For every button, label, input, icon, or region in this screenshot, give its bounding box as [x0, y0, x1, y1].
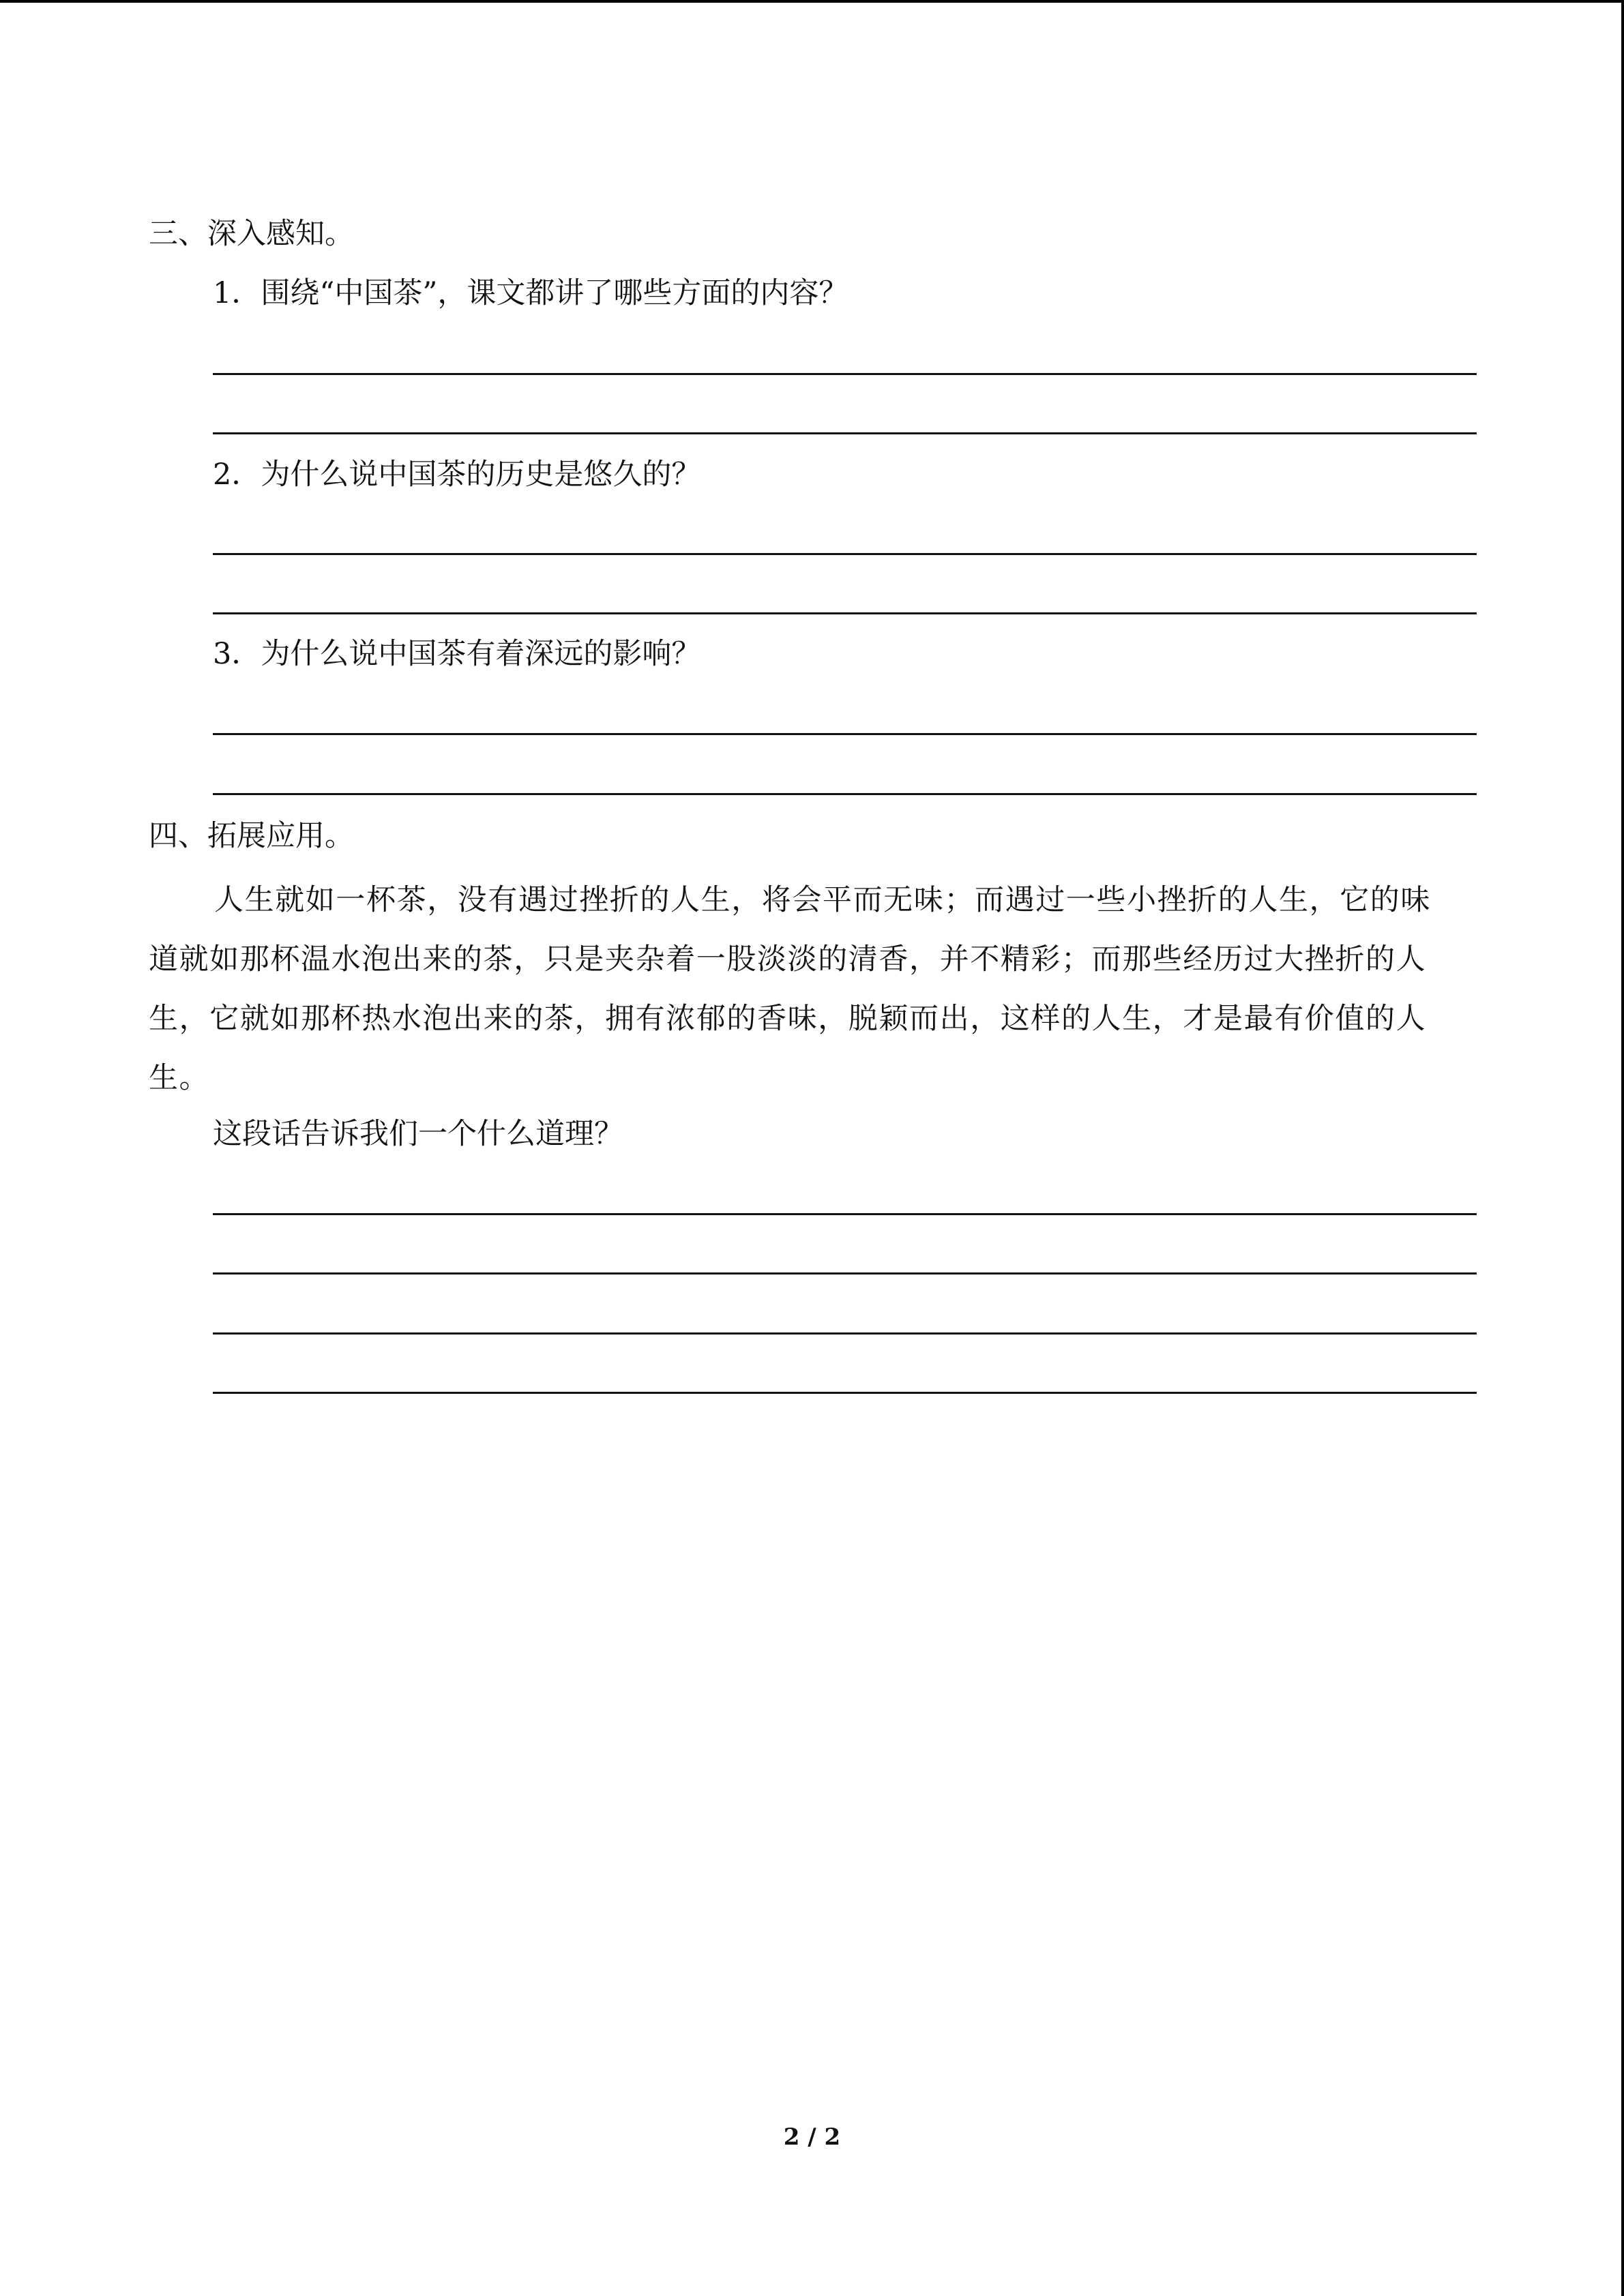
- answer-line: [213, 432, 1477, 434]
- section-4-heading: 四、拓展应用。: [149, 819, 354, 853]
- section-3-heading: 三、深入感知。: [149, 217, 354, 251]
- passage-question: 这段话告诉我们一个什么道理？: [213, 1117, 623, 1151]
- question-3: 3．为什么说中国茶有着深远的影响？: [213, 637, 701, 671]
- page-top-border: [0, 0, 1624, 3]
- answer-line: [213, 793, 1477, 795]
- answer-line: [213, 612, 1477, 614]
- answer-line: [213, 1272, 1477, 1274]
- answer-line: [213, 1332, 1477, 1335]
- answer-line: [213, 1213, 1477, 1215]
- question-1: 1．围绕“中国茶”，课文都讲了哪些方面的内容？: [213, 276, 848, 310]
- page-number: 2 / 2: [783, 2123, 841, 2151]
- answer-line: [213, 553, 1477, 555]
- question-2: 2．为什么说中国茶的历史是悠久的？: [213, 458, 701, 492]
- reading-passage: 人生就如一杯茶，没有遇过挫折的人生，将会平而无味；而遇过一些小挫折的人生，它的味道就如那杯温水泡出来的茶，只是夹杂着一股淡淡的清香，并不精彩；而那些经历过大挫折的人生，它就如那杯热水泡出来的茶，拥有浓郁的香味，脱颖而出，这样的人生，才是最有价值的人生。: [149, 883, 1431, 1095]
- page-right-border: [1621, 0, 1624, 2296]
- answer-line: [213, 373, 1477, 375]
- answer-line: [213, 1392, 1477, 1394]
- answer-line: [213, 733, 1477, 735]
